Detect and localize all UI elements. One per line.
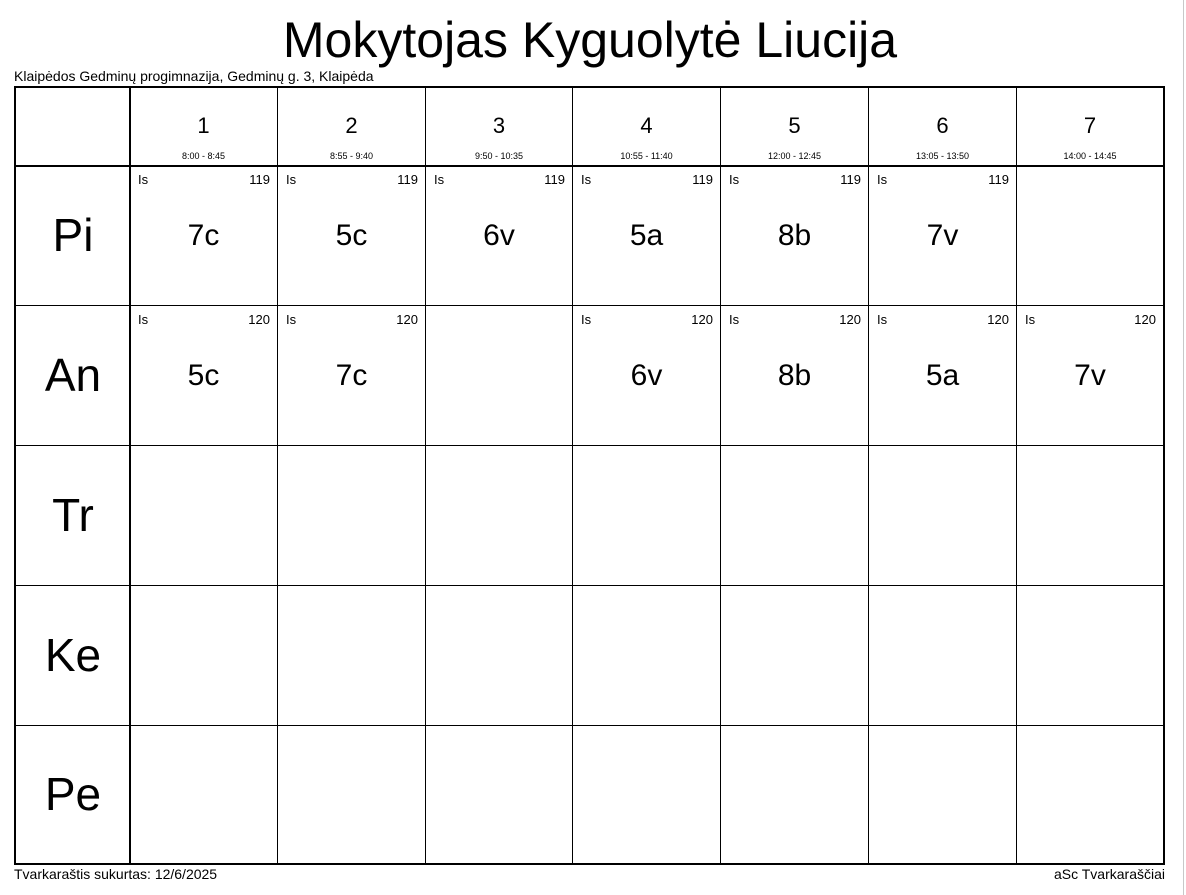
grid-column-line — [1016, 88, 1017, 863]
lesson-cell[interactable] — [1017, 306, 1163, 445]
lesson-room: 120 — [1134, 312, 1156, 327]
lesson-subject: Is — [729, 172, 740, 187]
period-number: 7 — [1083, 113, 1097, 138]
lesson-cell[interactable] — [426, 166, 572, 305]
period-header — [1017, 88, 1163, 165]
lesson-room: 119 — [988, 172, 1009, 187]
grid-row-line — [16, 725, 1163, 726]
lesson-cell[interactable] — [573, 306, 720, 445]
created-date: Tvarkaraštis sukurtas: 12/6/2025 — [14, 866, 218, 882]
period-time: 8:00 - 8:45 — [181, 151, 226, 161]
lesson-class: 5c — [335, 219, 368, 252]
lesson-cell[interactable] — [130, 306, 277, 445]
period-header — [278, 88, 425, 165]
lesson-subject: Is — [286, 312, 297, 327]
lesson-class: 8b — [777, 219, 812, 252]
lesson-subject: Is — [729, 312, 740, 327]
lesson-class: 6v — [630, 359, 663, 392]
period-time: 9:50 - 10:35 — [474, 151, 524, 161]
school-address: Klaipėdos Gedminų progimnazija, Gedminų g. 3, Klaipėda — [14, 68, 374, 84]
lesson-subject: Is — [1025, 312, 1036, 327]
period-number: 6 — [936, 113, 949, 138]
lesson-subject: Is — [434, 172, 445, 187]
lesson-cell[interactable] — [278, 166, 425, 305]
period-number: 1 — [197, 113, 210, 138]
lesson-class: 8b — [777, 359, 812, 392]
timetable-grid — [14, 86, 1165, 865]
lesson-cell[interactable] — [130, 166, 277, 305]
lesson-subject: Is — [138, 312, 149, 327]
lesson-room: 119 — [397, 172, 418, 187]
lesson-class: 7c — [335, 359, 368, 392]
period-time: 8:55 - 9:40 — [329, 151, 374, 161]
period-header — [130, 88, 277, 165]
day-label: Ke — [44, 629, 102, 681]
software-brand: aSc Tvarkaraščiai — [1053, 866, 1165, 882]
lesson-cell[interactable] — [869, 306, 1016, 445]
period-time: 14:00 - 14:45 — [1063, 151, 1117, 161]
lesson-subject: Is — [877, 172, 888, 187]
period-number: 4 — [640, 113, 653, 138]
lesson-cell[interactable] — [573, 166, 720, 305]
lesson-cell[interactable] — [721, 306, 868, 445]
period-header — [721, 88, 868, 165]
grid-row-line — [16, 445, 1163, 446]
day-label: An — [44, 349, 102, 401]
lesson-room: 120 — [248, 312, 270, 327]
page-edge — [1183, 0, 1184, 895]
lesson-cell[interactable] — [721, 166, 868, 305]
lesson-subject: Is — [286, 172, 297, 187]
lesson-room: 120 — [691, 312, 713, 327]
lesson-room: 120 — [839, 312, 861, 327]
day-label: Pi — [52, 209, 94, 261]
period-number: 2 — [345, 113, 358, 138]
lesson-cell[interactable] — [278, 306, 425, 445]
lesson-subject: Is — [581, 312, 592, 327]
lesson-room: 119 — [544, 172, 565, 187]
period-time: 12:00 - 12:45 — [767, 151, 822, 161]
period-time: 13:05 - 13:50 — [915, 151, 970, 161]
page-title: Mokytojas Kyguolytė Liucija — [282, 12, 898, 68]
period-header — [869, 88, 1016, 165]
lesson-room: 120 — [396, 312, 418, 327]
lesson-class: 7c — [187, 219, 220, 252]
lesson-class: 7v — [1074, 359, 1106, 392]
period-header — [426, 88, 572, 165]
period-number: 5 — [788, 113, 801, 138]
period-time: 10:55 - 11:40 — [620, 151, 673, 161]
lesson-subject: Is — [581, 172, 592, 187]
period-header — [573, 88, 720, 165]
day-label: Pe — [44, 768, 102, 820]
lesson-class: 5a — [925, 359, 960, 392]
day-label: Tr — [52, 489, 94, 541]
period-number: 3 — [492, 113, 506, 138]
lesson-cell[interactable] — [869, 166, 1016, 305]
lesson-subject: Is — [138, 172, 149, 187]
lesson-room: 120 — [987, 312, 1009, 327]
grid-row-line — [16, 585, 1163, 586]
lesson-room: 119 — [840, 172, 861, 187]
lesson-class: 6v — [483, 219, 515, 252]
lesson-class: 5c — [187, 359, 220, 392]
lesson-room: 119 — [692, 172, 713, 187]
lesson-class: 7v — [926, 219, 959, 252]
lesson-class: 5a — [629, 219, 664, 252]
lesson-subject: Is — [877, 312, 888, 327]
lesson-room: 119 — [249, 172, 270, 187]
